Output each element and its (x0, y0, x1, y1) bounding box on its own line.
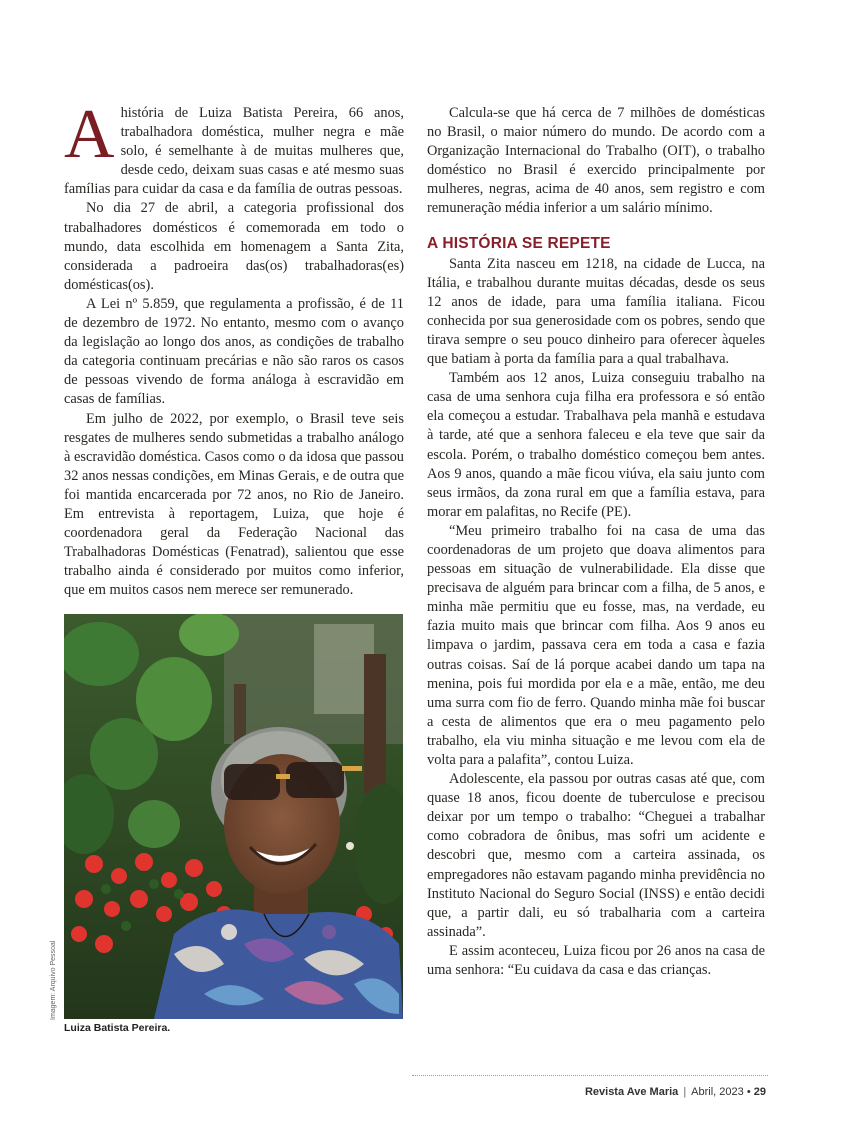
portrait-photo (64, 614, 403, 1019)
magazine-name: Revista Ave Maria (584, 1086, 679, 1098)
body-paragraph: E assim aconteceu, Luiza ficou por 26 anos na casa de uma senhora: “Eu cuidava da casa e das crianças. (427, 942, 765, 979)
footer-separator: | (683, 1086, 687, 1098)
drop-cap: A (64, 96, 115, 173)
body-paragraph: Também aos 12 anos, Luiza conseguiu trabalho na casa de uma senhora cuja filha era professora e só então ela começou a estudar. Trabalhava pela manhã e estudava à tarde, até que a senhora faleceu e ela teve que sair da escola. Porém, o trabalho doméstico começou bem antes. Aos 9 anos, quando a mãe ficou viúva, ela saiu junto com seus irmãos, da zona rural em que a família estava, para morar em palafitas, no Recife (PE). (427, 370, 765, 520)
body-paragraph: Adolescente, ela passou por outras casas até que, com quase 18 anos, ficou doente de tuberculose e precisou deixar por um tempo o trabalho: “Cheguei a trabalhar como cobradora de ônibus, mas sofri um acidente e descobri que, mesmo com a carteira assinada, os empregadores não estavam pagando minha previdência no Instituto Nacional do Seguro Social (INSS) e então decidi que, a partir dali, eu só trabalharia com a carteira assinada”. (427, 771, 765, 940)
photo-caption: Luiza Batista Pereira. (64, 1022, 171, 1034)
section-heading: A HISTÓRIA SE REPETE (427, 234, 611, 252)
body-paragraph: Em julho de 2022, por exemplo, o Brasil teve seis resgates de mulheres sendo submetidas a trabalho análogo à escravidão doméstica. Casos como o da idosa que passou 32 anos nessas condições, em Minas Gerais, e de outra que foi mantida encarcerada por 72 anos, no Rio de Janeiro. Em entrevista à reportagem, Luiza, que hoje é coordenadora geral da Federação Nacional das Trabalhadoras Domésticas (Fenatrad), salientou que esse trabalho ainda é considerado por muitos como inferior, que em muitos casos nem merece ser remunerado. (64, 410, 404, 599)
footer-bullet: • (746, 1086, 751, 1098)
footer-divider (412, 1075, 768, 1076)
issue-date: Abril, 2023 (691, 1086, 744, 1098)
body-paragraph: Santa Zita nasceu em 1218, na cidade de Lucca, na Itália, e trabalhou durante muitas décadas, desde os seus 12 anos de idade, para uma família italiana. Ficou conhecida por sua generosidade com os pobres, sendo que tirava sempre o seu pouco dinheiro para oferecer àqueles que batiam à porta da família para a qual trabalhava. (427, 255, 765, 368)
lead-paragraph (64, 96, 404, 199)
body-paragraph: A Lei nº 5.859, que regulamenta a profissão, é de 11 de dezembro de 1972. No entanto, mesmo com o avanço da legislação ao longo dos anos, as condições de trabalho da categoria continuam precárias e não são raros os casos de pessoas vivendo de forma análoga à escravidão em casas de famílias. (64, 295, 404, 408)
lead-paragraph-text: história de Luiza Batista Pereira, 66 anos, trabalhadora doméstica, mulher negra e mãe solo, é semelhante à de muitas mulheres que, desde cedo, deixam suas casas e até mesmo suas famílias para cuidar da casa e da família de outras pessoas. (64, 105, 404, 198)
body-paragraph: No dia 27 de abril, a categoria profissional dos trabalhadores domésticos é comemorada em todo o mundo, data escolhida em homenagem a Santa Zita, considerada a padroeira das(os) trabalhadoras(es) domésticas(os). (64, 200, 404, 293)
page-number: 29 (753, 1086, 766, 1098)
page-footer (585, 1086, 766, 1098)
left-column (64, 96, 404, 600)
photo-credit: Imagem: Arquivo Pessoal (50, 940, 57, 1020)
intro-paragraph: Calcula-se que há cerca de 7 milhões de domésticas no Brasil, o maior número do mundo. De acordo com a Organização Internacional do Trabalho (OIT), o trabalho doméstico no Brasil é exercido principalmente por mulheres, negras, acima de 40 anos, sem registro e com remuneração média inferior a um salário mínimo. (427, 105, 765, 217)
body-paragraph: “Meu primeiro trabalho foi na casa de uma das coordenadoras de um projeto que doava alimentos para pessoas em situação de vulnerabilidade. Ela disse que precisava de alguém para brincar com a filha, de 5 anos, e minha mãe permitiu que eu fosse, mas, na verdade, eu fazia muito mais que brincar com filha. Aos 9 anos eu limpava o jardim, passava cera em toda a casa e fazia outras coisas. Saí de lá porque acabei dando um tapa na menina, pois fui mordida por ela e a mãe, então, me deu uma surra com fio de ferro. Quando minha mãe foi buscar a cesta de alimentos que era o meu pagamento pelo trabalho, ela viu minha situação e me levou com ela de volta para a palafita”, contou Luiza. (427, 522, 765, 768)
right-column (427, 104, 765, 980)
